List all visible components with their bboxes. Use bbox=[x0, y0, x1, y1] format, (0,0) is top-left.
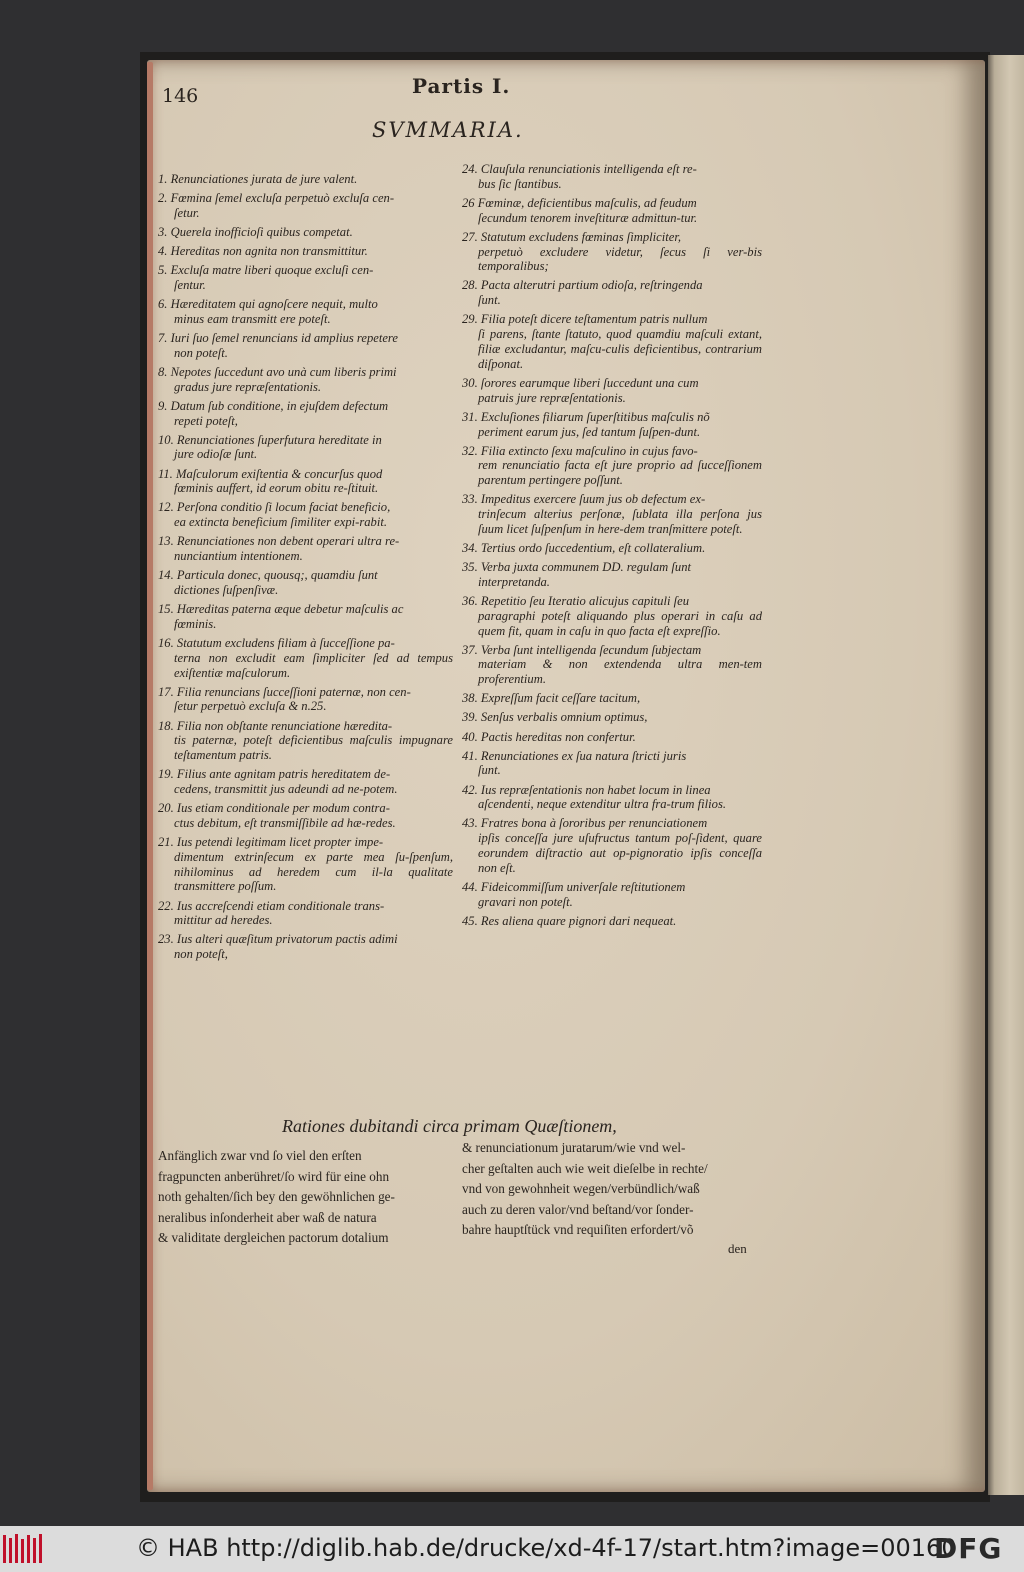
entry-first-line: 35. Verba juxta communem DD. regulam ſunt bbox=[462, 560, 691, 575]
entry-first-line: 36. Repetitio ſeu Iteratio alicujus capituli ſeu bbox=[462, 593, 689, 608]
entry-continuation: aſcendenti, neque extenditur ultra fra-trum filios. bbox=[478, 797, 726, 812]
summaria-entry bbox=[462, 162, 762, 192]
entry-continuation: cedens, transmittit jus adeundi ad ne-potem. bbox=[174, 782, 398, 797]
text-line: Anfänglich zwar vnd ſo viel den erſten bbox=[158, 1148, 362, 1163]
entry-first-line: 14. Particula donec, quousq;, quamdiu ſunt bbox=[158, 568, 378, 583]
summaria-entry bbox=[462, 376, 762, 406]
entry-first-line: 15. Hæreditas paterna æque debetur maſculis ac bbox=[158, 602, 404, 617]
entry-first-line: 10. Renunciationes ſuperfutura hereditate in bbox=[158, 432, 382, 447]
summaria-entry bbox=[158, 801, 453, 831]
entry-first-line: 44. Fideicommiſſum univerſale reſtitutionem bbox=[462, 879, 686, 894]
entry-continuation: mittitur ad heredes. bbox=[174, 913, 273, 928]
entry-continuation: ipſis conceſſa jure uſufructus tantum poſ-ſident, quare eorundem diſtractio aut op-pignoratio ipſis conceſſa non eſt. bbox=[478, 831, 762, 875]
entry-first-line: 23. Ius alteri quæſitum privatorum pactis adimi bbox=[158, 932, 398, 947]
entry-continuation: nunciantium intentionem. bbox=[174, 549, 303, 564]
summaria-entry bbox=[462, 492, 762, 536]
entry-continuation: non poteſt. bbox=[174, 345, 228, 360]
entry-first-line: 6. Hæreditatem qui agnoſcere nequit, multo bbox=[158, 297, 378, 312]
entry-continuation: minus eam transmitt ere poteſt. bbox=[174, 311, 331, 326]
entry-continuation: patruis jure repræſentationis. bbox=[478, 390, 626, 405]
entry-first-line: 19. Filius ante agnitam patris hereditatem de- bbox=[158, 767, 391, 782]
summaria-entry bbox=[462, 444, 762, 488]
summaria-entry bbox=[462, 643, 762, 687]
text-line: neralibus inſonderheit aber waß de natura bbox=[158, 1209, 377, 1225]
entry-first-line: 18. Filia non obſtante renunciatione hæredita- bbox=[158, 718, 393, 733]
entry-continuation: ea extincta beneficium ſimiliter expi-rabit. bbox=[174, 515, 387, 530]
summaria-entry bbox=[158, 331, 453, 361]
entry-first-line: 31. Excluſiones filiarum ſuperſtitibus maſculis nõ bbox=[462, 409, 710, 424]
entry-first-line: 22. Ius accreſcendi etiam conditionale trans- bbox=[158, 898, 385, 913]
summaria-entry bbox=[158, 433, 453, 463]
summaria-entry bbox=[158, 534, 453, 564]
entry-first-line: 11. Maſculorum exiſtentia & concurſus quod bbox=[158, 466, 383, 481]
summaria-entry bbox=[158, 365, 453, 395]
summaria-entry bbox=[158, 244, 453, 259]
entry-first-line: 37. Verba ſunt intelligenda ſecundum ſubjectam bbox=[462, 642, 702, 657]
summaria-entry bbox=[158, 467, 453, 497]
entry-first-line: 21. Ius petendi legitimam licet propter impe- bbox=[158, 835, 384, 850]
entry-continuation: materiam & non extendenda ultra men-tem proferentium. bbox=[478, 657, 762, 687]
entry-continuation: bus ſic ſtantibus. bbox=[478, 176, 562, 191]
entry-first-line: 41. Renunciationes ex ſua natura ſtricti juris bbox=[462, 748, 687, 763]
entry-first-line: 5. Excluſa matre liberi quoque excluſi cen- bbox=[158, 263, 374, 278]
summaria-entry bbox=[462, 560, 762, 590]
entry-first-line: 30. ſorores earumque liberi ſuccedunt una cum bbox=[462, 375, 699, 390]
entry-first-line: 27. Statutum excludens fœminas ſimpliciter, bbox=[462, 229, 681, 244]
entry-continuation: rem renunciatio facta eſt jure proprio ad ſucceſſionem parentum pertingere poſſunt. bbox=[478, 458, 762, 488]
summaria-entry bbox=[158, 719, 453, 763]
text-line: cher geſtalten auch wie weit dieſelbe in rechte/ bbox=[462, 1160, 708, 1176]
entry-first-line: 26 Fœminæ, deficientibus maſculis, ad feudum bbox=[462, 195, 697, 210]
text-line: bahre hauptſtück vnd requiſiten erfordert/võ bbox=[462, 1222, 694, 1237]
entry-first-line: 24. Clauſula renunciationis intelligenda eſt re- bbox=[462, 162, 697, 176]
summaria-entry bbox=[158, 835, 453, 894]
summaria-right-column bbox=[462, 162, 762, 933]
entry-continuation: ſentur. bbox=[174, 277, 206, 292]
entry-first-line: 16. Statutum excludens filiam à ſucceſſione pa- bbox=[158, 635, 395, 650]
entry-continuation: fœminis. bbox=[174, 616, 217, 631]
summaria-entry bbox=[462, 914, 762, 929]
summaria-entry bbox=[158, 172, 453, 187]
entry-continuation: gravari non poteſt. bbox=[478, 894, 573, 909]
entry-first-line: 2. Fœmina ſemel excluſa perpetuò excluſa cen- bbox=[158, 191, 395, 206]
entry-first-line: 28. Pacta alterutri partium odioſa, reſtringenda bbox=[462, 278, 703, 293]
entry-first-line: 33. Impeditus exercere ſuum jus ob defectum ex- bbox=[462, 492, 706, 507]
page-number: 146 bbox=[162, 85, 199, 107]
running-head: Partis I. bbox=[412, 74, 511, 98]
summaria-entry bbox=[462, 594, 762, 638]
text-line: & renunciationum juratarum/wie vnd wel- bbox=[462, 1140, 686, 1155]
entry-first-line: 13. Renunciationes non debent operari ultra re- bbox=[158, 534, 400, 549]
entry-continuation: ſetur perpetuò excluſa & n.25. bbox=[174, 699, 327, 714]
summaria-entry bbox=[158, 602, 453, 632]
summaria-entry bbox=[462, 312, 762, 371]
entry-first-line: 42. Ius repræſentationis non habet locum in linea bbox=[462, 782, 711, 797]
entry-first-line: 3. Querela inofficioſi quibus competat. bbox=[158, 224, 353, 239]
entry-continuation: fœminis auffert, id eorum obitu re-ſtituit. bbox=[174, 481, 379, 496]
summaria-entry bbox=[158, 685, 453, 715]
entry-first-line: 34. Tertius ordo ſuccedentium, eſt collateralium. bbox=[462, 541, 706, 555]
entry-continuation: ſunt. bbox=[478, 763, 501, 778]
summaria-entry bbox=[158, 500, 453, 530]
summaria-entry bbox=[462, 880, 762, 910]
entry-first-line: 17. Filia renuncians ſucceſſioni paternæ, non cen- bbox=[158, 684, 411, 699]
entry-first-line: 29. Filia poteſt dicere teſtamentum patris nullum bbox=[462, 312, 708, 327]
entry-continuation: trinſecum alterius perſonæ, ſublata illa perſona jus ſuum licet ſuſpenſum in here-dem tranſmittere poteſt. bbox=[478, 507, 762, 536]
entry-first-line: 45. Res aliena quare pignori dari nequeat. bbox=[462, 913, 677, 928]
summaria-entry bbox=[462, 816, 762, 875]
entry-continuation: ſecundum tenorem inveſtituræ admittun-tur. bbox=[478, 210, 698, 225]
text-line: noth gehalten/ſich bey den gewöhnlichen ge- bbox=[158, 1189, 395, 1204]
entry-first-line: 7. Iuri ſuo ſemel renuncians id amplius repetere bbox=[158, 330, 398, 345]
summaria-entry bbox=[158, 297, 453, 327]
entry-first-line: 40. Pactis hereditas non confertur. bbox=[462, 729, 636, 744]
hab-logo-icon bbox=[2, 1532, 46, 1566]
summaria-entry bbox=[462, 691, 762, 706]
summaria-entry bbox=[462, 278, 762, 308]
footer-copyright-link[interactable]: © HAB http://diglib.hab.de/drucke/xd-4f-17/start.htm?image=00160 bbox=[136, 1534, 957, 1562]
entry-continuation: dimentum extrinſecum ex parte mea ſu-ſpenſum, nihilominus ad heredem cum il-la qualitate transmittere poſſum. bbox=[174, 849, 453, 894]
entry-first-line: 9. Datum ſub conditione, in ejuſdem defectum bbox=[158, 398, 389, 413]
summaria-entry bbox=[158, 225, 453, 240]
entry-first-line: 4. Hereditas non agnita non transmittitur. bbox=[158, 244, 368, 259]
body-text-right bbox=[462, 1138, 708, 1241]
entry-first-line: 12. Perſona conditio ſi locum faciat beneficio, bbox=[158, 500, 391, 515]
footer-bar bbox=[0, 1526, 1024, 1572]
entry-continuation: jure odioſæ ſunt. bbox=[174, 447, 258, 462]
entry-continuation: paragraphi poteſt aliquando plus operari in caſu ad quem fit, quam in caſu in quo facta eſt expreſſio. bbox=[478, 608, 762, 638]
summaria-left-column bbox=[158, 172, 453, 966]
entry-continuation: tis paternæ, poteſt deficientibus maſculis impugnare teſtamentum patris. bbox=[174, 733, 453, 763]
entry-first-line: 43. Fratres bona à ſororibus per renunciationem bbox=[462, 816, 708, 831]
entry-first-line: 1. Renunciationes jurata de jure valent. bbox=[158, 172, 358, 186]
entry-continuation: perpetuò excludere videtur, ſecus ſi ver-bis temporalibus; bbox=[478, 244, 762, 274]
summaria-entry bbox=[158, 932, 453, 962]
summaria-entry bbox=[158, 191, 453, 221]
summaria-entry bbox=[462, 749, 762, 779]
entry-first-line: 8. Nepotes ſuccedunt avo unà cum liberis primi bbox=[158, 364, 397, 379]
entry-first-line: 39. Senſus verbalis omnium optimus, bbox=[462, 710, 648, 725]
entry-continuation: gradus jure repræſentationis. bbox=[174, 379, 322, 394]
summaria-entry bbox=[462, 730, 762, 745]
entry-continuation: ſunt. bbox=[478, 293, 501, 308]
summaria-entry bbox=[158, 899, 453, 929]
summaria-entry bbox=[158, 767, 453, 797]
summaria-entry bbox=[158, 263, 453, 293]
dfg-logo: DFG bbox=[934, 1532, 1003, 1565]
entry-continuation: ſi parens, ſtante ſtatuto, quod quamdiu maſculi extant, filiæ excludantur, maſcu-culis deficientibus, contrarium diſponat. bbox=[478, 327, 762, 371]
summaria-entry bbox=[462, 196, 762, 226]
facing-page-edge bbox=[988, 55, 1024, 1495]
entry-continuation: dictiones ſuſpenſivæ. bbox=[174, 582, 279, 597]
entry-first-line: 20. Ius etiam conditionale per modum contra- bbox=[158, 801, 390, 816]
text-line: & validitate dergleichen pactorum dotalium bbox=[158, 1230, 389, 1245]
entry-continuation: terna non excludit eam ſimpliciter ſed ad tempus exiſtentiæ maſculorum. bbox=[174, 650, 453, 680]
summaria-entry bbox=[158, 399, 453, 429]
entry-continuation: non poteſt, bbox=[174, 947, 228, 962]
entry-first-line: 38. Expreſſum facit ceſſare tacitum, bbox=[462, 691, 641, 706]
page-red-edge bbox=[147, 62, 153, 1490]
entry-continuation: interpretanda. bbox=[478, 574, 550, 589]
summaria-entry bbox=[158, 636, 453, 680]
text-line: vnd von gewohnheit wegen/verbündlich/waß bbox=[462, 1181, 700, 1196]
entry-continuation: repeti poteſt, bbox=[174, 413, 238, 428]
summaria-entry bbox=[462, 710, 762, 725]
text-line: auch zu deren valor/vnd beſtand/vor ſonder- bbox=[462, 1201, 694, 1217]
catchword: den bbox=[728, 1241, 747, 1256]
entry-continuation: ctus debitum, eſt transmiſſibile ad hæ-redes. bbox=[174, 815, 396, 830]
summaria-entry bbox=[462, 783, 762, 813]
entry-first-line: 32. Filia extincto ſexu maſculino in cujus favo- bbox=[462, 443, 698, 458]
body-text-left bbox=[158, 1146, 395, 1249]
summaria-entry bbox=[462, 410, 762, 440]
section-heading: Rationes dubitandi circa primam Quæſtionem, bbox=[282, 1116, 617, 1136]
summaria-entry bbox=[462, 541, 762, 556]
summaria-entry bbox=[158, 568, 453, 598]
entry-continuation: ſetur. bbox=[174, 205, 200, 220]
text-line: fragpuncten anberühret/ſo wird für eine ohn bbox=[158, 1168, 390, 1184]
summaria-title: SVMMARIA. bbox=[372, 118, 524, 142]
entry-continuation: periment earum jus, ſed tantum ſuſpen-dunt. bbox=[478, 424, 701, 439]
summaria-entry bbox=[462, 230, 762, 274]
